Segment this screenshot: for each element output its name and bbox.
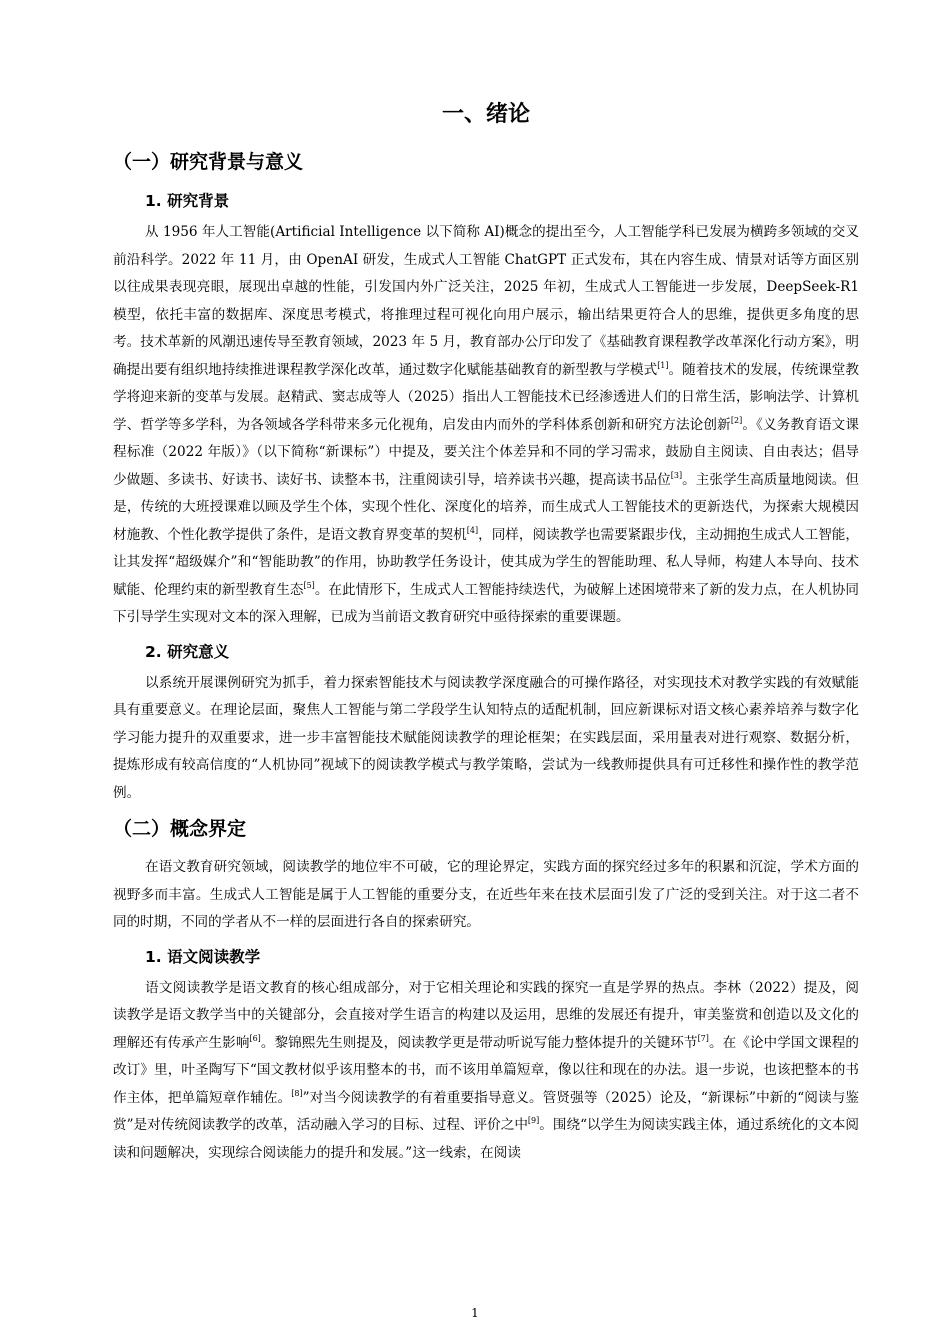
page-number: 1 — [471, 1306, 479, 1320]
citation-ref: [5] — [303, 580, 315, 590]
citation-ref: [1] — [657, 360, 669, 370]
citation-ref: [3] — [670, 470, 683, 480]
citation-ref: [6] — [249, 1033, 261, 1043]
subsection-heading-research-significance: 2. 研究意义 — [145, 642, 230, 661]
paragraph-research-significance: 以系统开展课例研究为抓手，着力探索智能技术与阅读教学深度融合的可操作路径，对实现技术对教学实践的有效赋能具有重要意义。在理论层面，聚焦人工智能与第二学段学生认知特点的适配机制，回应新课标对语文核心素养培养与数字化学习能力提升的双重要求，进一步丰富智能技术赋能阅读教学的理论框架；在实践层面，采用量表对进行观察、数据分析，提炼形成有较高信度的“人机协同”视域下的阅读教学模式与教学策略，尝试为一线教师提供具有可迁移性和操作性的教学范例。 — [113, 674, 859, 801]
section-heading-background: （一）研究背景与意义 — [113, 151, 304, 173]
paragraph-concepts-intro: 在语文教育研究领域，阅读教学的地位牢不可破，它的理论界定，实践方面的探究经过多年的积累和沉淀，学术方面的视野多而丰富。生成式人工智能是属于人工智能的重要分支，在近些年来在技术层面引发了广泛的受到关注。对于这二者不同的时期，不同的学者从不一样的层面进行各自的探索研究。 — [113, 859, 859, 930]
citation-ref: [2] — [730, 415, 743, 425]
citation-ref: [8] — [291, 1088, 303, 1098]
paragraph-research-background: 从 1956 年人工智能(Artificial Intelligence 以下简称 AI)概念的提出至今，人工智能学科已发展为横跨多领域的交叉前沿科学。2022 年 11 月，由 OpenAI 研发，生成式人工智能 ChatGPT 正式发布，其在内容生成、情景对话等方面区别以往成果表现亮眼，展现出卓越的性能，引发国内外广泛关注，2025 年初，生成式人工智能进一步发展，DeepSeek-R1 模型，依托丰富的数据库、深度思考模式，将推理过程可视化向用户展示，输出结果更符合人的思维，提供更多角度的思考。技术革新的风潮迅速传导至教育领域，2023 年 5 月，教育部办公厅印发了《基础教育课程教学改革深化行动方案》，明确提出要有组织地持续推进课程教学深化改革，通过数字化赋能基础教育的新型教与学模式[1]。随着技术的发展，传统课堂教学将迎来新的变革与发展。赵精武、窦志成等人（2025）指出人工智能技术已经渗透进人们的日常生活，影响法学、计算机学、哲学等多学科，为各领域各学科带来多元化视角，启发由内而外的学科体系创新和研究方法论创新[2]。《义务教育语文课程标准（2022 年版）》（以下简称“新课标”）中提及，要关注个体差异和不同的学习需求，鼓励自主阅读、自由表达；倡导少做题、多读书、好读书、读好书、读整本书，注重阅读引导，培养读书兴趣，提高读书品位[3]。主张学生高质量地阅读。但是，传统的大班授课难以顾及学生个体，实现个性化、深度化的培养，而生成式人工智能技术的更新迭代，为探索大规模因材施教、个性化教学提供了条件，是语文教育界变革的契机[4]，同样，阅读教学也需要紧跟步伐，主动拥抱生成式人工智能，让其发挥“超级媒介”和“智能助教”的作用，协助教学任务设计，使其成为学生的智能助理、私人导师，构建人本导向、技术赋能、伦理约束的新型教育生态[5]。在此情形下，生成式人工智能持续迭代，为破解上述困境带来了新的发力点，在人机协同下引导学生实现对文本的深入理解，已成为当前语文教育研究中亟待探索的重要课题。 — [113, 224, 860, 625]
citation-ref: [4] — [466, 525, 479, 535]
paragraph-reading-teaching: 语文阅读教学是语文教育的核心组成部分，对于它相关理论和实践的探究一直是学界的热点。李林（2022）提及，阅读教学是语文教学当中的关键部分，会直接对学生语言的构建以及运用，思维的发展还有提升，审美鉴赏和创造以及文化的理解还有传承产生影响[6]。黎锦熙先生则提及，阅读教学更是带动听说写能力整体提升的关键环节[7]。在《论中学国文课程的改订》里，叶圣陶写下“国文教材似乎该用整本的书，而不该用单篇短章，像以往和现在的办法。退一步说，也该把整本的书作主体，把单篇短章作辅佐。[8]”对当今阅读教学的有着重要指导意义。管贤强等（2025）论及，“新课标”中新的“阅读与鉴赏”是对传统阅读教学的改革，活动融入学习的目标、过程、评价之中[9]。围绕“以学生为阅读实践主体，通过系统化的文本阅读和问题解决，实现综合阅读能力的提升和发展。”这一线索，在阅读 — [113, 979, 860, 1161]
subsection-heading-reading-teaching: 1. 语文阅读教学 — [145, 947, 261, 966]
citation-ref: [7] — [697, 1033, 709, 1043]
section-heading-concepts: （二）概念界定 — [113, 818, 247, 840]
subsection-heading-research-background: 1. 研究背景 — [145, 192, 230, 210]
citation-ref: [9] — [527, 1116, 540, 1125]
chapter-heading: 一、绪论 — [441, 102, 530, 127]
page-content — [113, 98, 859, 1173]
